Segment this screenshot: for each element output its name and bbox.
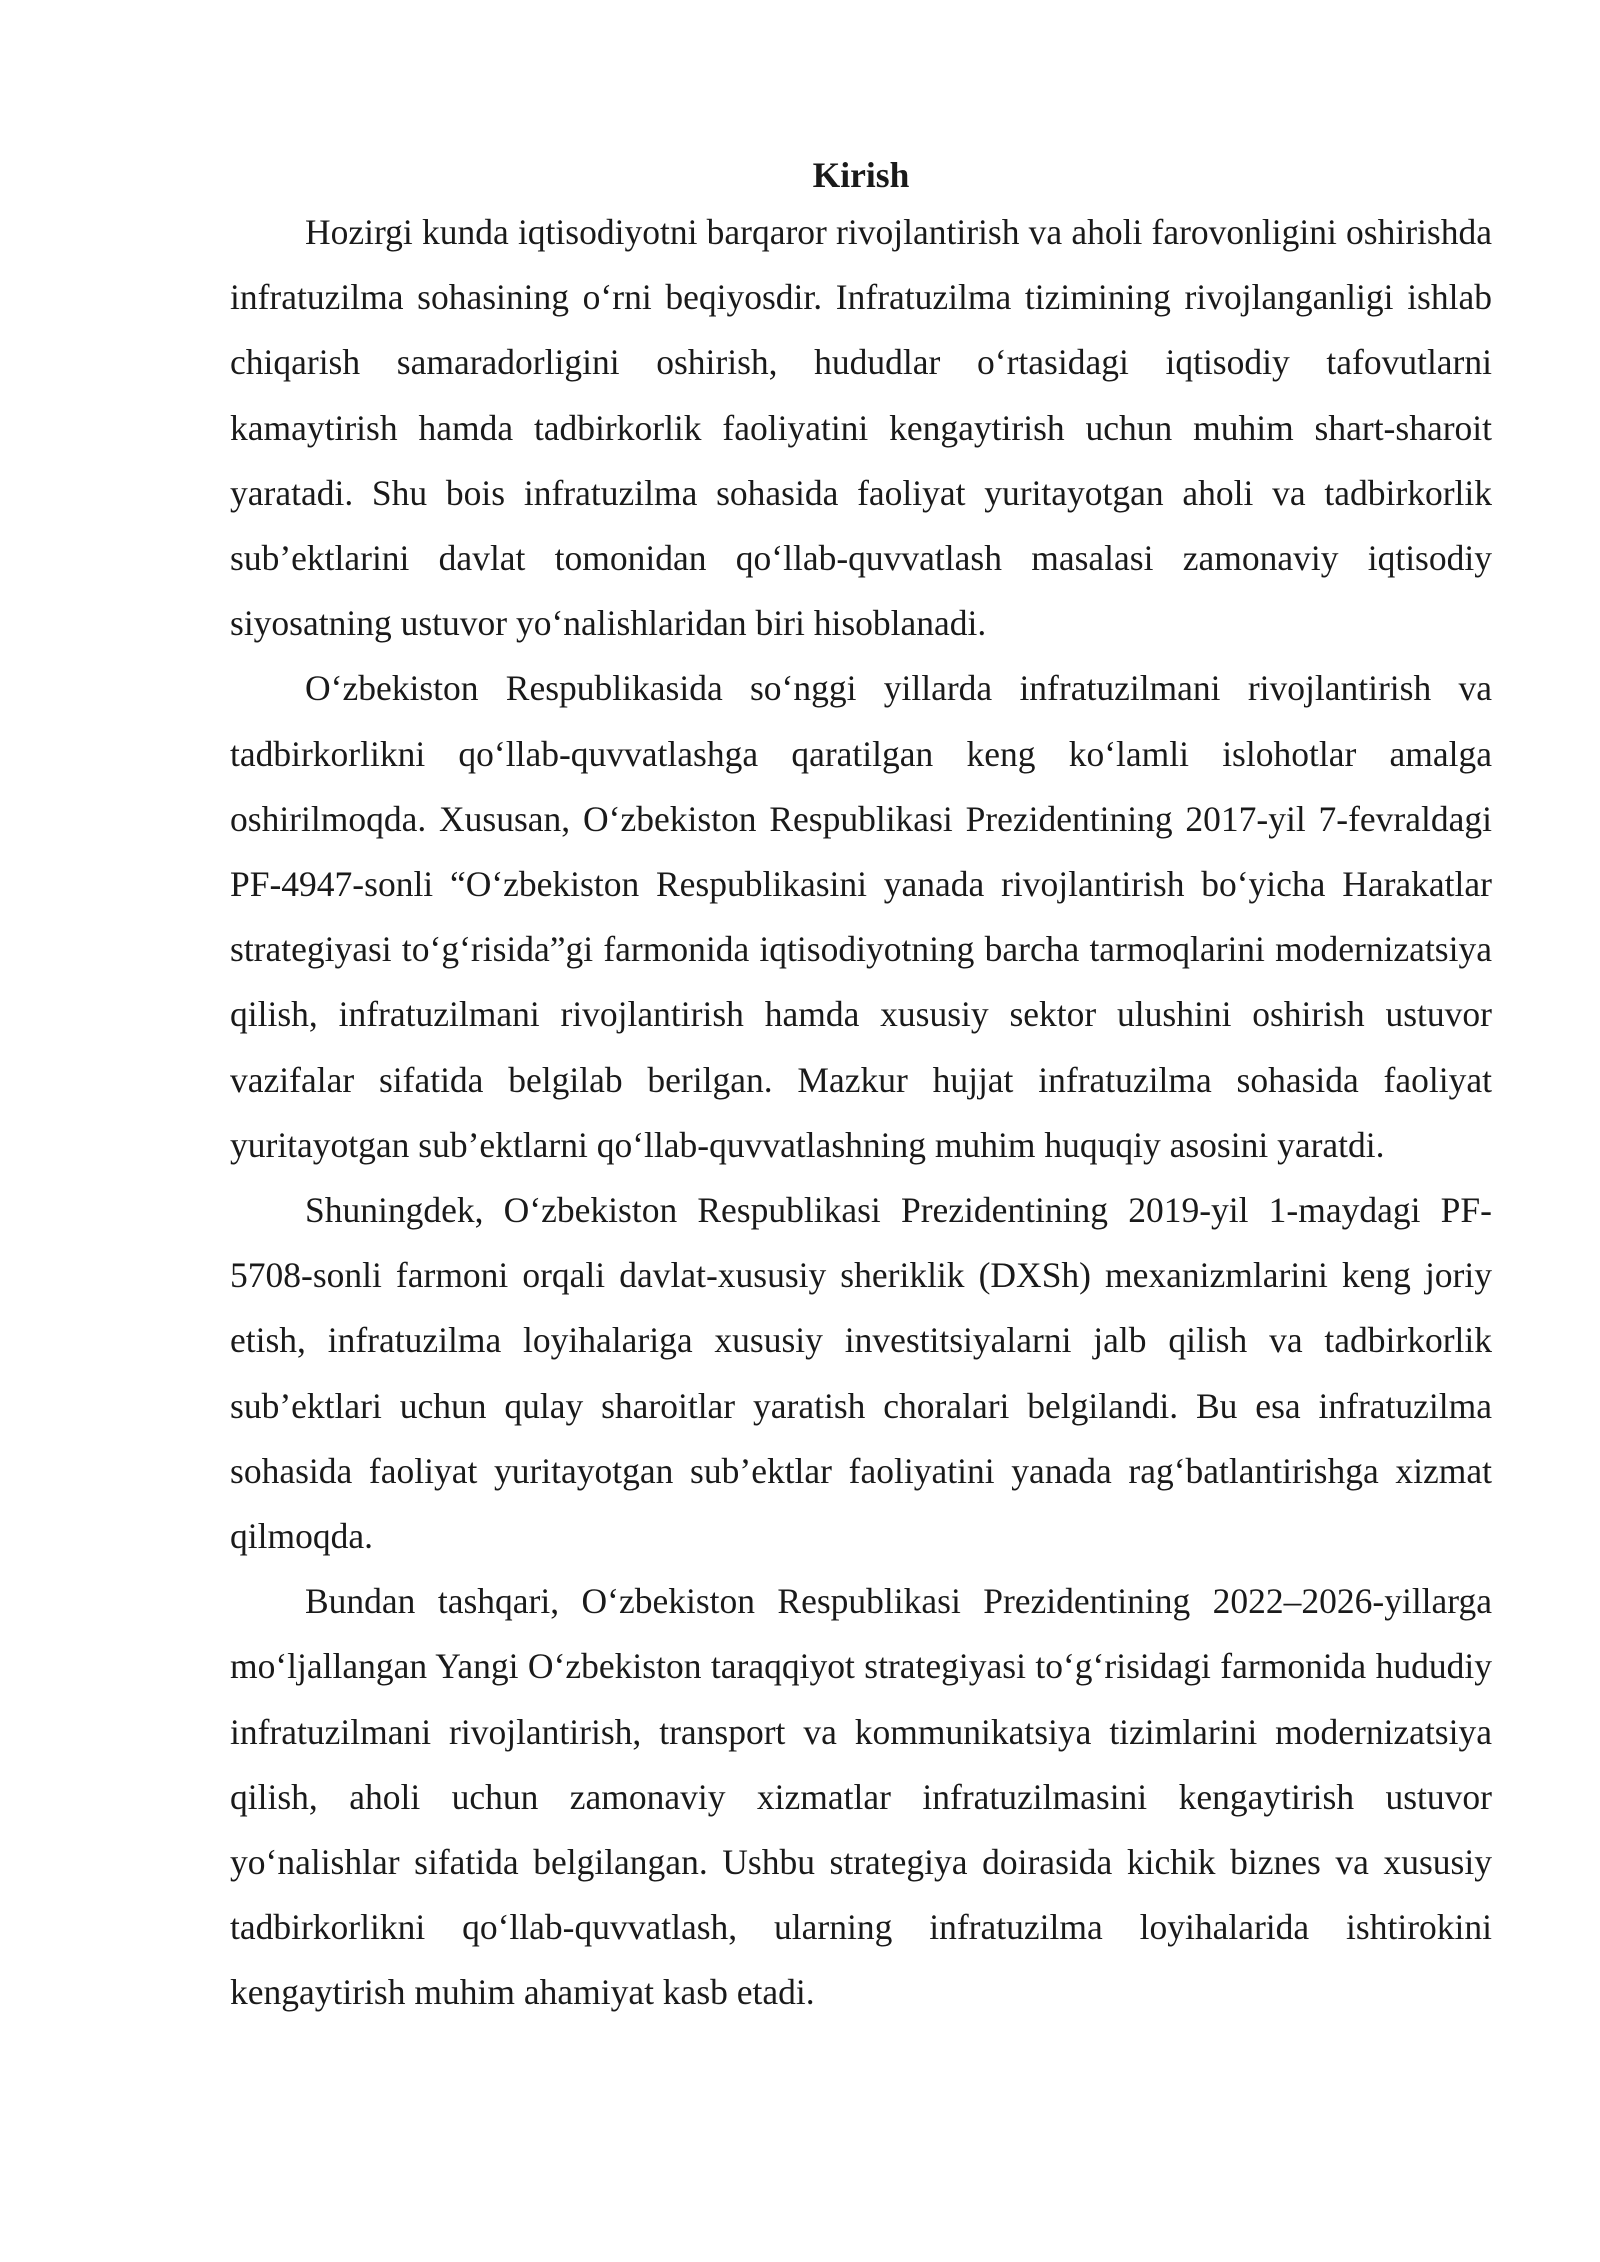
paragraph-4: Bundan tashqari, O‘zbekiston Respublikasi Prezidentining 2022–2026-yillarga mo‘ljallangan Yangi O‘zbekiston taraqqiyot strategiyasi to‘g‘risidagi farmonida hududiy infratuzilmani rivojlantirish, transport va kommunikatsiya tizimlarini modernizatsiya qilish, aholi uchun zamonaviy xizmatlar infratuzilmasini kengaytirish ustuvor yo‘nalishlar sifatida belgilangan. Ushbu strategiya doirasida kichik biznes va xususiy tadbirkorlikni qo‘llab-quvvatlash, ularning infratuzilma loyihalarida ishtirokini kengaytirish muhim ahamiyat kasb etadi. xyxy=(230,1581,1492,2013)
document-body xyxy=(230,150,1492,2026)
paragraph-3: Shuningdek, O‘zbekiston Respublikasi Prezidentining 2019-yil 1-maydagi PF-5708-sonli farmoni orqali davlat-xususiy sheriklik (DXSh) mexanizmlarini keng joriy etish, infratuzilma loyihalariga xususiy investitsiyalarni jalb qilish va tadbirkorlik sub’ektlari uchun qulay sharoitlar yaratish choralari belgilandi. Bu esa infratuzilma sohasida faoliyat yuritayotgan sub’ektlar faoliyatini yanada rag‘batlantirishga xizmat qilmoqda. xyxy=(230,1190,1492,1557)
paragraph-2: O‘zbekiston Respublikasida so‘nggi yillarda infratuzilmani rivojlantirish va tadbirkorlikni qo‘llab-quvvatlashga qaratilgan keng ko‘lamli islohotlar amalga oshirilmoqda. Xususan, O‘zbekiston Respublikasi Prezidentining 2017-yil 7-fevraldagi PF-4947-sonli “O‘zbekiston Respublikasini yanada rivojlantirish bo‘yicha Harakatlar strategiyasi to‘g‘risida”gi farmonida iqtisodiyotning barcha tarmoqlarini modernizatsiya qilish, infratuzilmani rivojlantirish hamda xususiy sektor ulushini oshirish ustuvor vazifalar sifatida belgilab berilgan. Mazkur hujjat infratuzilma sohasida faoliyat yuritayotgan sub’ektlarni qo‘llab-quvvatlashning muhim huquqiy asosini yaratdi. xyxy=(230,668,1492,1165)
section-title: Kirish xyxy=(812,155,910,195)
paragraph-1: Hozirgi kunda iqtisodiyotni barqaror rivojlantirish va aholi farovonligini oshirishda infratuzilma sohasining o‘rni beqiyosdir. Infratuzilma tizimining rivojlanganligi ishlab chiqarish samaradorligini oshirish, hududlar o‘rtasidagi iqtisodiy tafovutlarni kamaytirish hamda tadbirkorlik faoliyatini kengaytirish uchun muhim shart-sharoit yaratadi. Shu bois infratuzilma sohasida faoliyat yuritayotgan aholi va tadbirkorlik sub’ektlarini davlat tomonidan qo‘llab-quvvatlash masalasi zamonaviy iqtisodiy siyosatning ustuvor yo‘nalishlaridan biri hisoblanadi. xyxy=(230,212,1492,644)
